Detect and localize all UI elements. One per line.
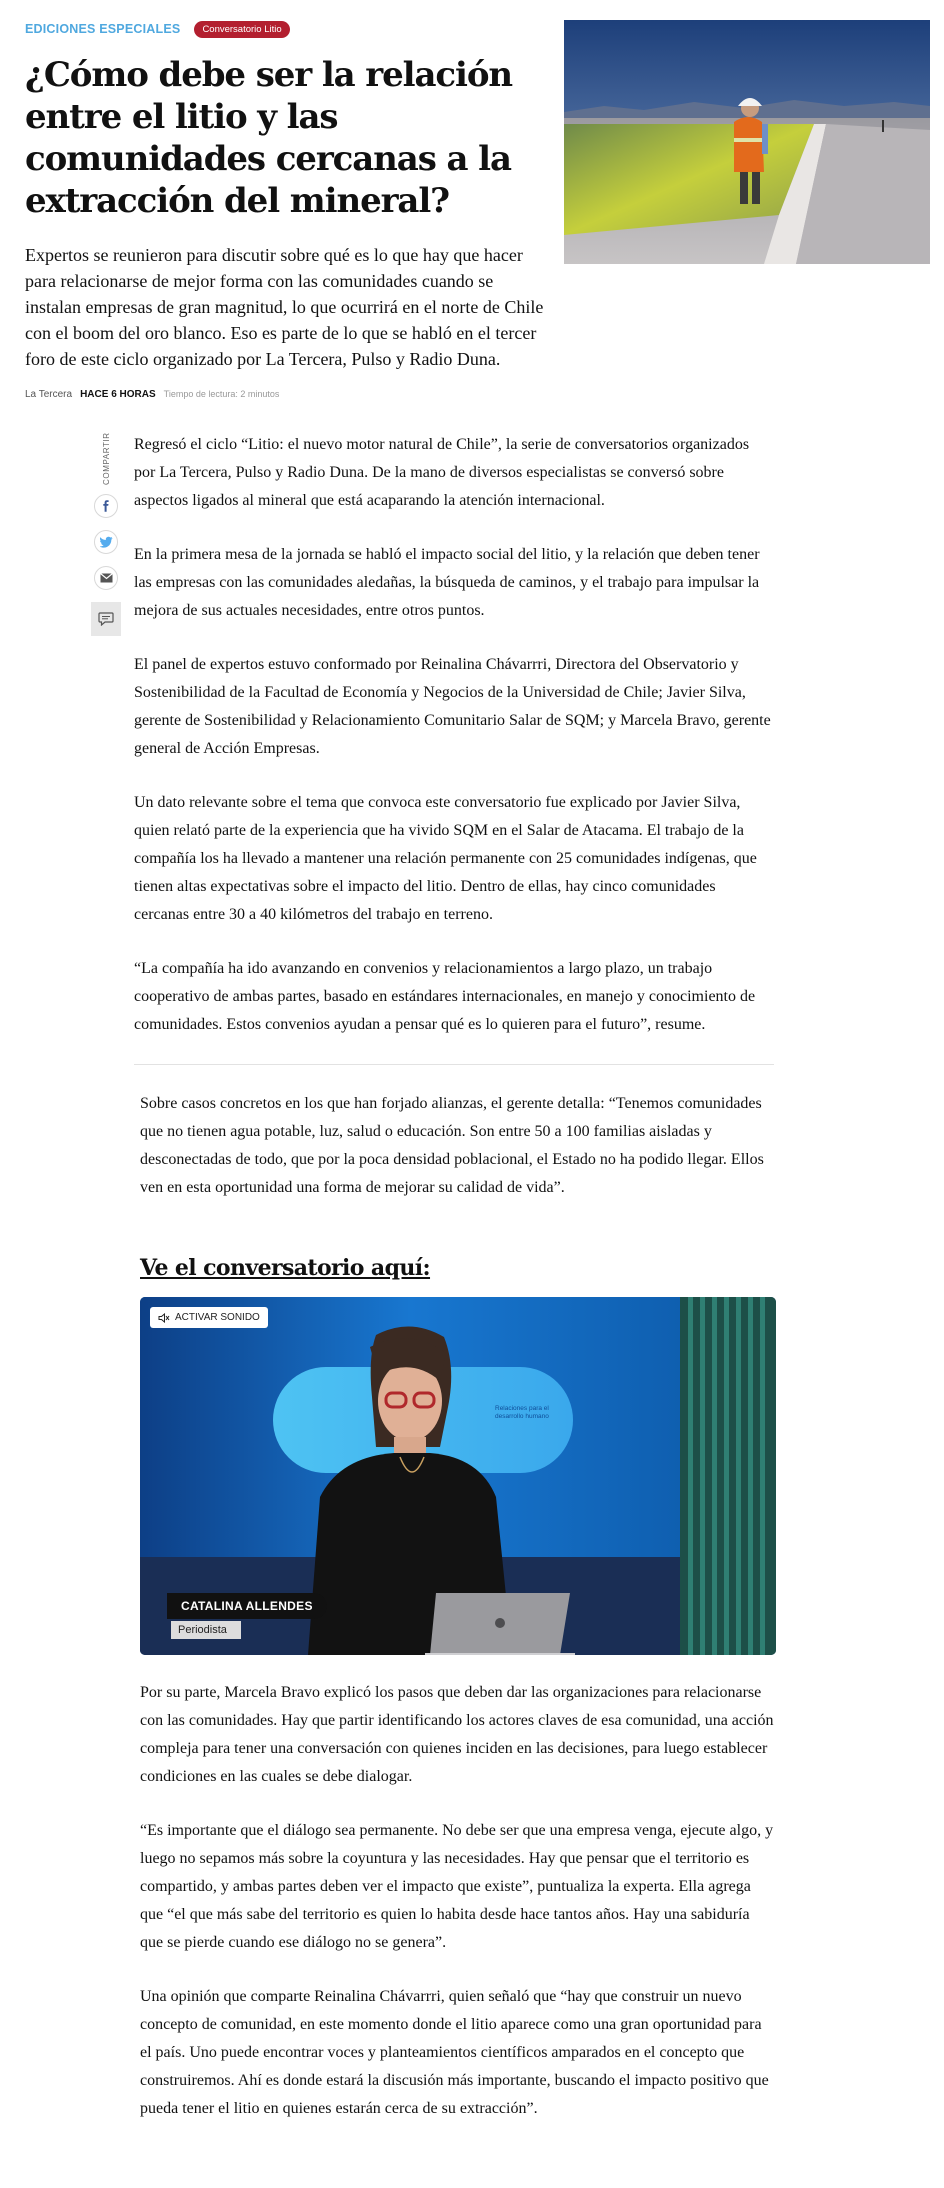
video-screen-caption: Relaciones para el desarrollo humano bbox=[495, 1405, 549, 1420]
facebook-icon bbox=[100, 500, 112, 512]
speaker-name: CATALINA ALLENDES bbox=[167, 1593, 327, 1619]
share-label: COMPARTIR bbox=[101, 432, 111, 486]
article-meta bbox=[25, 389, 545, 400]
topic-badge[interactable]: Conversatorio Litio bbox=[194, 21, 289, 38]
reading-time: Tiempo de lectura: 2 minutos bbox=[163, 389, 280, 399]
body-paragraph: “La compañía ha ido avanzando en convenios y relacionamientos a largo plazo, un trabajo cooperativo de ambas partes, basado en estándares internacionales, en manejo y conocimiento de comunidades. Estos convenios ayudan a pensar qué es lo quieren para el futuro”, resume. bbox=[134, 960, 756, 1033]
email-icon bbox=[100, 573, 113, 583]
publish-time: HACE 6 HORAS bbox=[80, 389, 156, 400]
video-player[interactable] bbox=[140, 1297, 776, 1655]
body-paragraph: Por su parte, Marcela Bravo explicó los pasos que deben dar las organizaciones para relacionarse con las comunidades. Hay que partir identificando los actores claves de esa comunidad, una acción compleja para tener una conversación con quienes inciden en las decisiones, para luego establecer condiciones en las cuales se debe dialogar. bbox=[140, 1684, 774, 1785]
article-body-continued bbox=[140, 1090, 776, 1202]
twitter-icon bbox=[100, 536, 113, 548]
article-title: ¿Cómo debe ser la relación entre el litio y las comunidades cercanas a la extracción del mineral? bbox=[25, 55, 513, 221]
article-body bbox=[134, 431, 774, 1039]
comment-icon bbox=[98, 612, 114, 626]
share-bar bbox=[90, 432, 122, 636]
body-paragraph: El panel de expertos estuvo conformado por Reinalina Chávarrri, Directora del Observatorio y Sostenibilidad de la Facultad de Economía y Negocios de la Universidad de Chile; Javier Silva, gerente de Sostenibilidad y Relacionamiento Comunitario Salar de SQM; y Marcela Bravo, gerente general de Acción Empresas. bbox=[134, 656, 771, 757]
body-paragraph: En la primera mesa de la jornada se habló el impacto social del litio, y la relación que deben tener las empresas con las comunidades aledañas, la búsqueda de caminos, y el trabajo para impulsar la mejora de sus actuales necesidades, entre otros puntos. bbox=[134, 546, 760, 619]
section-divider bbox=[134, 1064, 774, 1065]
video-subheading: Ve el conversatorio aquí: bbox=[140, 1255, 431, 1281]
share-twitter-button[interactable] bbox=[94, 530, 118, 554]
hero-image bbox=[564, 20, 930, 264]
activate-sound-label: ACTIVAR SONIDO bbox=[175, 1312, 260, 1323]
video-lower-third bbox=[167, 1593, 327, 1639]
speaker-muted-icon bbox=[158, 1313, 170, 1323]
article-lead: Expertos se reunieron para discutir sobre qué es lo que hay que hacer para relacionarse de mejor forma con las comunidades cuando se instalan empresas de gran magnitud, lo que ocurrirá en el norte de Chile con el boom del oro blanco. Eso es parte de lo que se habló en el tercer foro de este ciclo organizado por La Tercera, Pulso y Radio Duna. bbox=[25, 245, 544, 369]
kicker-row bbox=[25, 20, 545, 38]
article-body-after-video bbox=[140, 1679, 776, 2149]
activate-sound-button[interactable] bbox=[150, 1307, 268, 1328]
body-paragraph: Una opinión que comparte Reinalina Chávarrri, quien señaló que “hay que construir un nuevo concepto de comunidad, en este momento donde el litio aparece como una gran oportunidad para el país. Uno puede encontrar voces y planteamientos científicos amparados en el concepto que construiremos. Ahí es donde estará la discusión más importante, buscando el impacto positivo que pueda tener el litio en quienes estarán cerca de su extracción”. bbox=[140, 1988, 769, 2117]
body-paragraph: Sobre casos concretos en los que han forjado alianzas, el gerente detalla: “Tenemos comunidades que no tienen agua potable, luz, salud o educación. Son entre 50 a 100 familias aisladas y desconectadas de todo, que por la poca densidad poblacional, el Estado no ha podido llegar. Ellos ven en esta oportunidad una forma de mejorar su calidad de vida”. bbox=[140, 1095, 764, 1196]
comments-button[interactable] bbox=[91, 602, 121, 636]
author-link[interactable]: La Tercera bbox=[25, 389, 73, 400]
body-paragraph: “Es importante que el diálogo sea permanente. No debe ser que una empresa venga, ejecute algo, y luego no sepamos más sobre la coyuntura y las necesidades. Hay que pensar que el territorio es compartido, y ambas partes deben ver el impacto que existe”, puntualiza la experta. Ella agrega que “el que más sabe del territorio es quien lo habita desde hace tantos años. Hay una sabiduría que se pierde cuando ese diálogo no se genera”. bbox=[140, 1822, 774, 1951]
share-facebook-button[interactable] bbox=[94, 494, 118, 518]
body-paragraph: Un dato relevante sobre el tema que convoca este conversatorio fue explicado por Javier Silva, quien relató parte de la experiencia que ha vivido SQM en el Salar de Atacama. El trabajo de la compañía los ha llevado a mantener una relación permanente con 25 comunidades indígenas, que tienen altas expectativas sobre el impacto del litio. Dentro de ellas, hay cinco comunidades cercanas entre 30 a 40 kilómetros del trabajo en terreno. bbox=[134, 794, 757, 923]
speaker-role: Periodista bbox=[171, 1621, 241, 1639]
section-kicker-link[interactable]: EDICIONES ESPECIALES bbox=[25, 22, 181, 36]
body-paragraph: Regresó el ciclo “Litio: el nuevo motor natural de Chile”, la serie de conversatorios organizados por La Tercera, Pulso y Radio Duna. De la mano de diversos especialistas se conversó sobre aspectos ligados al mineral que está acaparando la atención internacional. bbox=[134, 436, 750, 509]
share-email-button[interactable] bbox=[94, 566, 118, 590]
article-header bbox=[25, 20, 545, 400]
